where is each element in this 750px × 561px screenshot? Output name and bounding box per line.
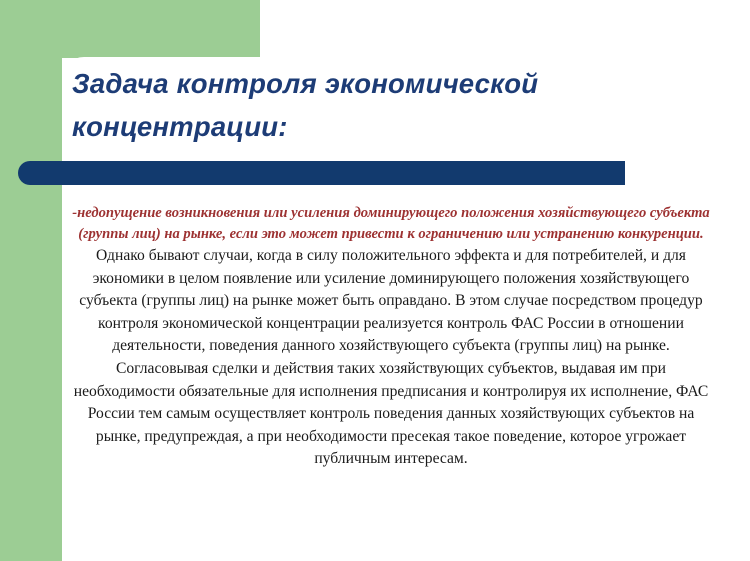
top-left-green-block	[0, 0, 260, 58]
body-paragraph: Однако бывают случаи, когда в силу положительного эффекта и для потребителей, и для экономики в целом появление или усиление доминирующего положения хозяйствующего субъекта (группы лиц) на рынке может быть оправдано. В этом случае посредством процедур контроля экономической концентрации реализуется контроль ФАС России в отношении деятельности, поведения данного хозяйствующего субъекта (группы лиц) на рынке. Согласовывая сделки и действия таких хозяйствующих субъектов, выдавая им при необходимости обязательные для исполнения предписания и контролируя их исполнение, ФАС России тем самым осуществляет контроль поведения данных хозяйствующих субъектов на рынке, предупреждая, а при необходимости пресекая такое поведение, которое угрожает публичным интересам.	[73, 247, 709, 468]
slide-title-line-2: концентрации:	[72, 111, 288, 142]
slide-title	[72, 62, 672, 148]
slide-title-line-1: Задача контроля экономической	[72, 68, 539, 99]
left-green-band	[0, 0, 62, 561]
title-underline-bar	[18, 161, 625, 185]
slide-body	[66, 203, 716, 471]
lead-paragraph: -недопущение возникновения или усиления доминирующего положения хозяйствующего субъекта (группы лиц) на рынке, если это может привести к ограничению или устранению конкуренции.	[72, 205, 710, 242]
